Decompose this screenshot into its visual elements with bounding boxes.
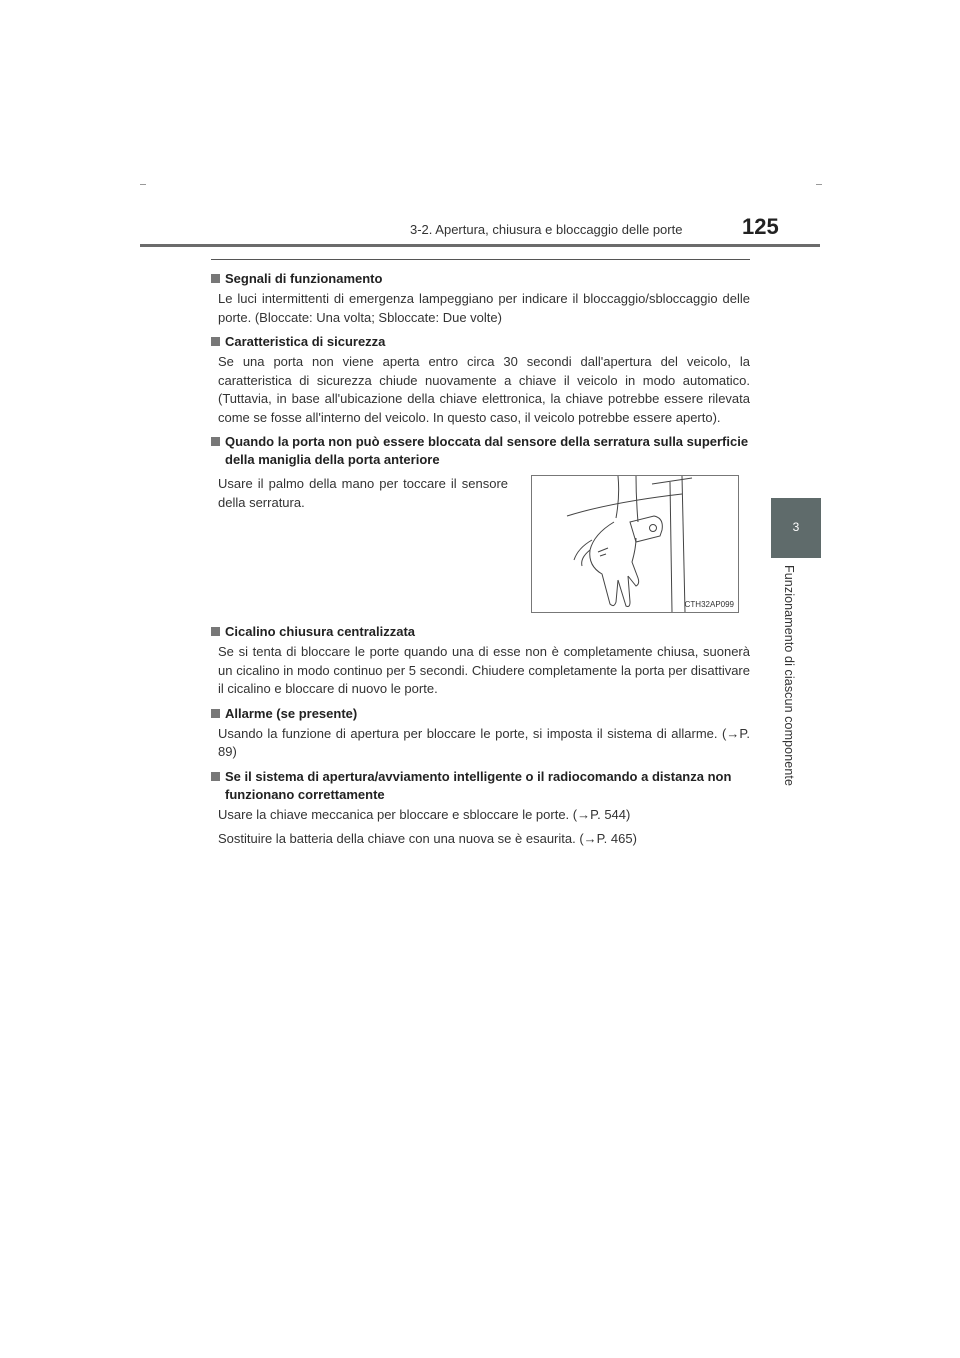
- square-bullet-icon: [211, 337, 220, 346]
- section-text: Usare la chiave meccanica per bloccare e sbloccare le porte. (→P. 544): [218, 806, 631, 822]
- heading-text: Allarme (se presente): [225, 705, 358, 721]
- section-heading: [211, 623, 750, 641]
- section-heading: [211, 768, 750, 804]
- section-text: Usare il palmo della mano per toccare il sensore della serratura.: [218, 476, 508, 510]
- chapter-label: Funzionamento di ciascun componente: [782, 565, 796, 786]
- heading-text: Cicalino chiusura centralizzata: [225, 624, 416, 639]
- section-text: Sostituire la batteria della chiave con una nuova se è esaurita. (→P. 465): [218, 831, 637, 846]
- page-content: [211, 259, 750, 855]
- section-heading: [211, 333, 750, 351]
- section-sensor: [211, 433, 750, 613]
- page-number: 125: [742, 214, 779, 239]
- illustration-drawing: [532, 476, 738, 612]
- header-rule: [140, 244, 820, 247]
- content-top-rule: [211, 259, 750, 260]
- heading-text: Caratteristica di sicurezza: [225, 334, 386, 349]
- square-bullet-icon: [211, 274, 220, 283]
- chapter-number: 3: [792, 520, 800, 534]
- heading-text: Se il sistema di apertura/avviamento intelligente o il radiocomando a distanza non funzionano correttamente: [225, 768, 732, 802]
- heading-text: Segnali di funzionamento: [225, 271, 383, 286]
- square-bullet-icon: [211, 709, 220, 718]
- figure-code: CTH32AP099: [684, 600, 734, 609]
- section-text: Le luci intermittenti di emergenza lampeggiano per indicare il bloccaggio/sbloccaggio delle porte. (Bloccate: Una volta; Sbloccate: Due volte): [218, 291, 750, 325]
- crop-mark-right: [816, 184, 822, 185]
- chapter-tab: [771, 498, 821, 558]
- heading-text: Quando la porta non può essere bloccata dal sensore della serratura sulla superficie della maniglia della porta anteriore: [225, 434, 749, 467]
- hand-touching-door-handle-illustration: [531, 475, 739, 613]
- square-bullet-icon: [211, 437, 220, 446]
- crop-mark-left: [140, 184, 146, 185]
- square-bullet-icon: [211, 627, 220, 636]
- section-safety: [211, 333, 750, 427]
- section-alarm: [211, 705, 750, 762]
- square-bullet-icon: [211, 772, 220, 781]
- text-with-figure: [211, 475, 750, 613]
- section-malfunction: [211, 768, 750, 849]
- page-header: [140, 214, 820, 248]
- section-text: Se si tenta di bloccare le porte quando una di esse non è completamente chiusa, suonerà un cicalino in modo continuo per 5 secondi. Chiudere completamente la porta per disattivare il cicalino e bloccare di nuovo le porte.: [218, 644, 750, 696]
- section-buzzer: [211, 623, 750, 699]
- section-title: 3-2. Apertura, chiusura e bloccaggio delle porte: [410, 222, 683, 237]
- section-heading: [211, 270, 750, 288]
- section-text: Se una porta non viene aperta entro circa 30 secondi dall'apertura del veicolo, la caratteristica di sicurezza chiude nuovamente a chiave il veicolo in modo automatico. (Tuttavia, in base all'ubicazione della chiave elettronica, la chiave potrebbe essere rilevata come se fosse all'interno del veicolo. In questo caso, il veicolo potrebbe essere aperto).: [218, 354, 750, 425]
- section-heading: [211, 705, 750, 723]
- section-signals: [211, 270, 750, 327]
- section-text: Usando la funzione di apertura per bloccare le porte, si imposta il sistema di allarme. (→P. 89): [218, 725, 750, 759]
- section-heading: [211, 433, 750, 469]
